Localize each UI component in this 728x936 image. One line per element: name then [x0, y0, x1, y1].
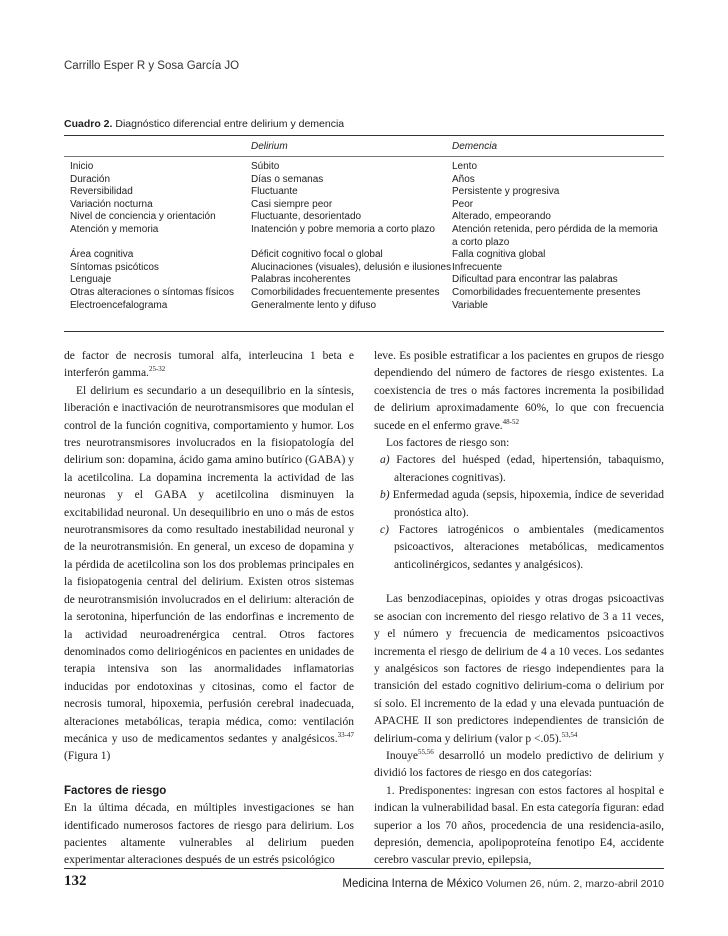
- table-top-rule: [64, 135, 664, 136]
- table-cell: Fluctuante: [251, 186, 298, 198]
- body-column-left: [64, 348, 354, 870]
- table-cell: Síntomas psicóticos: [70, 261, 159, 273]
- table-cell: Comorbilidades frecuentemente presentes: [251, 286, 440, 298]
- table-cell: Inicio: [70, 161, 94, 172]
- list-item-text: Factores del huésped (edad, hipertensión, tabaquismo, alteraciones cognitivas).: [394, 454, 665, 484]
- footer-rule: [64, 868, 664, 869]
- journal-volume: Volumen 26, núm. 2, marzo-abril 2010: [483, 878, 664, 890]
- page-number: 132: [64, 873, 87, 889]
- table-cell: Peor: [452, 198, 474, 210]
- list-marker: c): [380, 524, 389, 537]
- table-cell: Otras alteraciones o síntomas físicos: [70, 286, 234, 298]
- paragraph: [64, 348, 354, 383]
- table-header-delirium: Delirium: [251, 141, 288, 152]
- table-cell: Persistente y progresiva: [452, 186, 560, 198]
- table-cell: Días o semanas: [251, 173, 324, 185]
- table-caption-text: Diagnóstico diferencial entre delirium y demencia: [112, 118, 345, 130]
- body-column-right: [374, 348, 664, 870]
- table-row: [64, 174, 664, 187]
- paragraph: [374, 348, 664, 435]
- table-cell: Súbito: [251, 161, 280, 172]
- reference-superscript: 33-47: [337, 731, 354, 740]
- paragraph-text: de factor de necrosis tumoral alfa, interleucina 1 beta e interferón gamma.: [64, 350, 354, 380]
- list-marker: b): [380, 489, 390, 502]
- table-cell: Casi siempre peor: [251, 198, 333, 210]
- table-cell: Reversibilidad: [70, 186, 133, 198]
- table-cell: Variable: [452, 299, 488, 311]
- table-row: [64, 161, 664, 174]
- reference-superscript: 55,56: [417, 748, 434, 757]
- table-header-row: [64, 138, 664, 155]
- table-row: [64, 249, 664, 262]
- differential-diagnosis-table: [64, 138, 664, 312]
- section-heading: Factores de riesgo: [64, 784, 167, 797]
- list-marker: a): [380, 454, 390, 467]
- paragraph: 1. Predisponentes: ingresan con estos factores al hospital e indican la vulnerabilidad basal. En esta categoría figuran: edad superior a los 70 años, procedencia de una residencia-asilo, depresión, demencia, apolipoproteína fenotipo E4, accidente cerebro vascular previo, epilepsia,: [374, 784, 664, 867]
- running-head: Carrillo Esper R y Sosa García JO: [64, 60, 240, 72]
- journal-name: Medicina Interna de México: [342, 878, 484, 890]
- table-cell: Nivel de conciencia y orientación: [70, 211, 216, 223]
- table-cell: Infrecuente: [452, 261, 503, 273]
- paragraph-text: desarrolló un modelo predictivo de delirium y dividió los factores de riesgo en dos categorías:: [374, 749, 664, 780]
- table-header-cell: [64, 138, 251, 155]
- table-caption: [64, 118, 344, 130]
- table-cell: Atención retenida, pero pérdida de la memoria a corto plazo: [452, 223, 658, 248]
- table-cell: Área cognitiva: [70, 249, 134, 261]
- table-row: [64, 186, 664, 199]
- list-item-text: Factores iatrogénicos o ambientales (medicamentos psicoactivos, alteraciones metabólicas, medicamentos anticolinérgicos, sedantes y analgésicos).: [394, 524, 664, 571]
- figure-reference: (Figura 1): [64, 750, 111, 763]
- table-row: [64, 199, 664, 212]
- table-cell: Déficit cognitivo focal o global: [251, 249, 383, 261]
- paragraph: [374, 748, 664, 783]
- paragraph-text: El delirium es secundario a un desequilibrio en la síntesis, liberación e inactivación de neurotransmisores que modulan el control de la función cognitiva, comportamiento y humor. Los tres neurotransmisores involucrados en la fisiopatología del delirium son: dopamina, ácido gama amino butírico (GABA) y la acetilcolina. La dopamina incrementa la actividad de las neuronas y el GABA y acetilcolina disminuyen la excitabilidad neuronal. Un desequilibrio en uno o más de estos neurotransmisores da como resultado inestabilidad neuronal y de la neurotransmisión. En general, un exceso de dopamina y la pérdida de acetilcolina son los dos problemas principales en la fisiopatogenia central del delirium. Existen otros sistemas de neurotransmisión involucrados en el delirium: alteración de la serotonina, hiperfunción de las endorfinas e incremento de la actividad neuroadrenérgica central. Otros factores denominados como deliriogénicos en pacientes en unidades de terapia intensiva son las anormalidades inflamatorias inducidas por endotoxinas y citosinas, como el factor de necrosis tumoral, hipoxemia, perfusión cerebral inadecuada, alteraciones metabólicas, terapia médica, como: ventilación mecánica y uso de medicamentos sedantes y analgésicos.: [64, 384, 354, 745]
- table-row: [64, 300, 664, 313]
- table-row: [64, 287, 664, 300]
- reference-superscript: 53,54: [561, 730, 578, 739]
- table-cell: Palabras incoherentes: [251, 274, 351, 286]
- table-cell: Duración: [70, 173, 111, 185]
- table-cell: Inatención y pobre memoria a corto plazo: [251, 223, 435, 235]
- table-cell: Lento: [452, 161, 478, 172]
- list-item: [374, 522, 664, 574]
- table-cell: Electroencefalograma: [70, 299, 168, 311]
- list-item-text: Enfermedad aguda (sepsis, hipoxemia, índice de severidad pronóstica alto).: [392, 489, 665, 519]
- table-cell: Alterado, empeorando: [452, 211, 551, 223]
- table-cell: Alucinaciones (visuales), delusión e ilusiones: [251, 261, 452, 273]
- list-item: [374, 487, 664, 522]
- table-row: [64, 262, 664, 275]
- table-bottom-rule: [64, 331, 664, 332]
- reference-superscript: 25-32: [148, 365, 166, 374]
- table-cell: Atención y memoria: [70, 223, 159, 235]
- table-cell: Dificultad para encontrar las palabras: [452, 274, 618, 286]
- paragraph: [374, 591, 664, 748]
- paragraph-text: leve. Es posible estratificar a los pacientes en grupos de riesgo dependiendo del número de factores de riesgo existentes. La coexistencia de tres o más factores incrementa la posibilidad de delirium aproximadamente 60%, lo que con frecuencia sucede en el enfermo grave.: [374, 350, 664, 432]
- paragraph-spacer: [374, 574, 664, 591]
- paragraph: [64, 383, 354, 766]
- paragraph: En la última década, en múltiples investigaciones se han identificado numerosos factores de riesgo para delirium. Los pacientes altamente vulnerables al delirium pueden experimentar alteraciones después de un estrés psicológico: [64, 802, 354, 867]
- table-cell: Falla cognitiva global: [452, 249, 546, 261]
- journal-footer: [342, 878, 664, 890]
- paragraph-text: Las benzodiacepinas, opioides y otras drogas psicoactivas se asocian con incremento del riesgo relativo de 3 a 11 veces, y el número y frecuencia de medicamentos psicoactivos incrementa el riesgo de delirium de 4 a 10 veces. Los sedantes y analgésicos son factores de riesgo independientes para la transición del estado cognitivo delirium-coma o delirium por sí solo. El incremento de la edad y una elevada puntuación de APACHE II son predictores independientes de transición de delirium-coma y delirium (valor p <.05).: [374, 593, 664, 745]
- paragraph: Los factores de riesgo son:: [386, 437, 510, 450]
- table-header-demencia: Demencia: [452, 141, 498, 152]
- table-cell: Años: [452, 173, 475, 185]
- reference-superscript: 48-52: [502, 417, 520, 426]
- table-cell: Fluctuante, desorientado: [251, 211, 362, 223]
- table-row: [64, 211, 664, 224]
- author-name: Inouye: [386, 749, 418, 762]
- table-cell: Generalmente lento y difuso: [251, 299, 377, 311]
- table-caption-label: Cuadro 2.: [64, 118, 113, 130]
- list-item: [374, 452, 664, 487]
- table-cell: Lenguaje: [70, 274, 112, 286]
- table-cell: Comorbilidades frecuentemente presentes: [452, 286, 641, 298]
- table-cell: Variación nocturna: [70, 198, 153, 210]
- table-row: [64, 224, 664, 249]
- table-row: [64, 274, 664, 287]
